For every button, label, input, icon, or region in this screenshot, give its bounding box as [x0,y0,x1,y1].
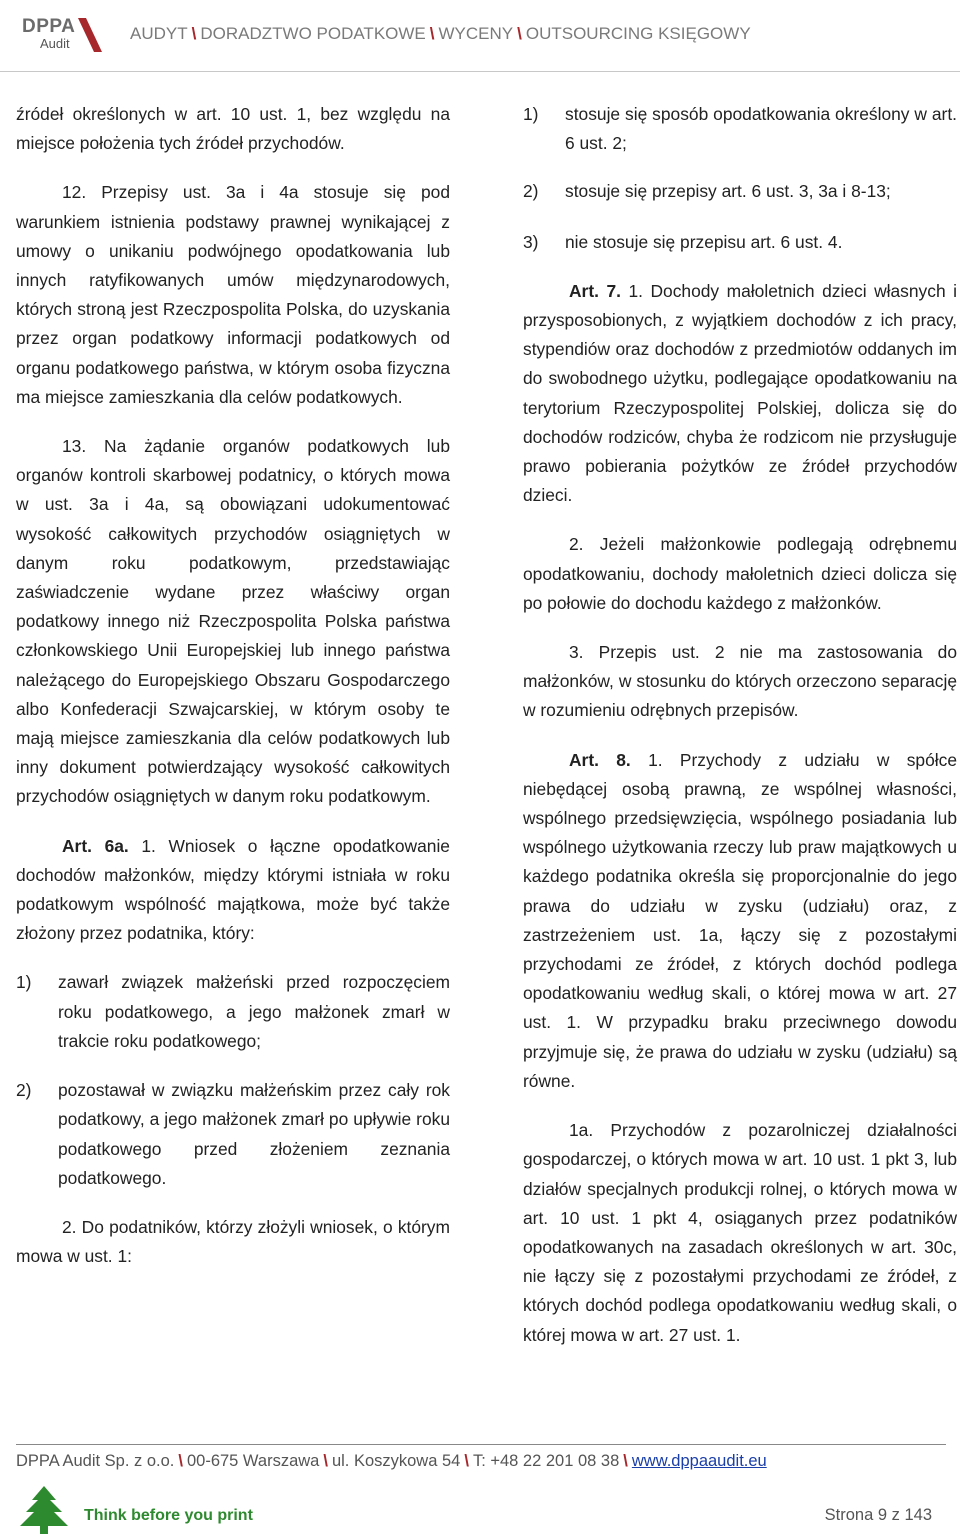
nav-doradztwo: DORADZTWO PODATKOWE [200,24,426,43]
nav-separator: \ [191,24,197,43]
footer-separator: \ [178,1452,183,1470]
article-text: 1. Przychody z udziału w spółce niebędącej osobą prawną, ze wspólnej własności, wspólnego przedsięwzięcia, wspólnego posiadania lub wspólnego użytkowania rzeczy lub praw majątkowych u każdego podatnika określa się proporcjonalnie do jego prawa do udziału w zysku (udziału) oraz, z zastrzeżeniem ust. 1a, łączy się z pozostałymi przychodami ze źródeł, z których dochód podlega opodatkowaniu według skali, o której mowa w art. 27 ust. 1. W przypadku braku przeciwnego dowodu przyjmuje się, że prawa do udziału w zysku (udziału) są równe. [523,749,957,1091]
logo-sub-text: Audit [40,36,70,51]
paragraph-art-7-ust-3: 3. Przepis ust. 2 nie ma zastosowania do małżonków, w stosunku do których orzeczono separację w rozumieniu odrębnych przepisów. [523,642,957,721]
paragraph-ust-13: 13. Na żądanie organów podatkowych lub organów kontroli skarbowej podatnicy, o których mowa w ust. 3a i 4a, są obowiązani udokumentować wysokość całkowitych przychodów osiągniętych w danym roku podatkowym, przedstawiając zaświadczenie wydane przez właściwy organ podatkowy innego niż Rzeczpospolita Polska państwa członkowskiego Unii Europejskiej lub innego państwa należącego do Europejskiego Obszaru Gospodarczego albo Konfederacji Szwajcarskiej, w którym osoby te mają miejsce zamieszkania dla celów podatkowych lub inny dokument potwierdzający wysokość całkowitych przychodów osiągniętych w danym roku podatkowym. [16,436,450,807]
list-number: 3) [523,231,539,252]
article-text: 1. Wniosek o łączne opodatkowanie dochodów małżonków, między którymi istniała w roku podatkowym wspólność majątkowa, może być także złożony przez podatnika, który: [16,835,450,944]
footer-street: ul. Koszykowa 54 [331,1452,461,1470]
list-text: zawarł związek małżeński przed rozpoczęciem roku podatkowego, a jego małżonek zmarł w trakcie roku podatkowego; [58,972,450,1051]
paragraph: źródeł określonych w art. 10 ust. 1, bez względu na miejsce położenia tych źródeł przychodów. [16,104,450,154]
footer-separator: \ [323,1452,328,1470]
article-label: Art. 7. [569,280,621,301]
list-item [16,968,450,1056]
nav-separator: \ [429,24,435,43]
paragraph-art-6a [16,832,450,949]
paragraph-ust-2: 2. Do podatników, którzy złożyli wniosek, o którym mowa w ust. 1: [16,1216,450,1267]
list-number: 2) [16,1080,32,1101]
tree-icon [16,1484,72,1534]
list-item [523,177,957,206]
article-label: Art. 8. [569,749,631,770]
header-divider [0,71,960,72]
page-header [0,0,960,72]
article-text: 1. Dochody małoletnich dzieci własnych i przysposobionych, z wyjątkiem dochodów z ich pracy, stypendiów oraz dochodów z przedmiotów oddanych im do swobodnego użytku, podlegające opodatkowaniu na terytorium Rzeczypospolitej Polskiej, dolicza się do dochodów rodziców, chyba że rodzicom nie przysługuje prawo pobierania pożytków ze źródeł przychodów dzieci. [523,280,957,506]
footer-phone: T: +48 22 201 08 38 [472,1452,620,1470]
list-number: 1) [16,972,32,993]
footer-address: 00-675 Warszawa [186,1452,320,1470]
footer-website-link[interactable]: www.dppaaudit.eu [631,1452,767,1470]
header-services-nav [130,24,751,44]
footer-divider [16,1444,946,1445]
list-text: nie stosuje się przepisu art. 6 ust. 4. [565,231,843,252]
list-item [16,1076,450,1193]
footer-separator: \ [623,1452,628,1470]
think-before-you-print: Think before you print [84,1507,253,1524]
list-number: 1) [523,104,539,124]
list-text: pozostawał w związku małżeńskim przez cały rok podatkowy, a jego małżonek zmarł po upływie roku podatkowego przed złożeniem zeznania podatkowego. [58,1080,450,1188]
left-column [16,100,450,1271]
list-text: stosuje się przepisy art. 6 ust. 3, 3a i 8-13; [565,181,891,202]
paragraph-ust-12: 12. Przepisy ust. 3a i 4a stosuje się pod warunkiem istnienia podstawy prawnej wynikającej z umowy o unikaniu podwójnego opodatkowania lub innych ratyfikowanych umów międzynarodowych, których stroną jest Rzeczpospolita Polska, do uzyskania przez organ podatkowy informacji podatkowych od organu podatkowego państwa, w którym osoba fizyczna ma miejsce zamieszkania dla celów podatkowych. [16,182,450,407]
logo-slash-icon [74,14,104,54]
footer-separator: \ [464,1452,469,1470]
list-text: stosuje się sposób opodatkowania określony w art. 6 ust. 2; [565,104,957,154]
paragraph-art-7-ust-2: 2. Jeżeli małżonkowie podlegają odrębnemu opodatkowaniu, dochody małoletnich dzieci dolicza się po połowie do dochodu każdego z małżonków. [523,534,957,613]
list-item [523,100,957,158]
list-number: 2) [523,181,539,202]
paragraph-art-7 [523,277,957,511]
nav-outsourcing: OUTSOURCING KSIĘGOWY [525,24,751,43]
nav-separator: \ [517,24,522,43]
footer-company: DPPA Audit Sp. z o.o. [16,1452,175,1470]
footer-contact [16,1452,767,1471]
dppa-audit-logo[interactable] [22,14,100,56]
page-number: Strona 9 z 143 [824,1506,932,1524]
nav-wyceny: WYCENY [438,24,514,43]
paragraph-art-8-ust-1a: 1a. Przychodów z pozarolniczej działalności gospodarczej, o których mowa w art. 10 ust. 1 pkt 3, lub działów specjalnych produkcji rolnej, o których mowa w art. 10 ust. 1 pkt 4, osiąganych przez podatników opodatkowanych na zasadach określonych w art. 30c, nie łączy się z pozostałymi przychodami ze źródeł, z których dochód podlega opodatkowaniu według skali, o której mowa w art. 27 ust. 1. [523,1120,957,1345]
list-item [523,228,957,257]
article-label: Art. 6a. [62,835,129,856]
right-column [523,100,957,1350]
paragraph-art-8 [523,746,957,1096]
nav-audyt: AUDYT [130,24,188,43]
logo-main-text: DPPA [22,16,76,37]
